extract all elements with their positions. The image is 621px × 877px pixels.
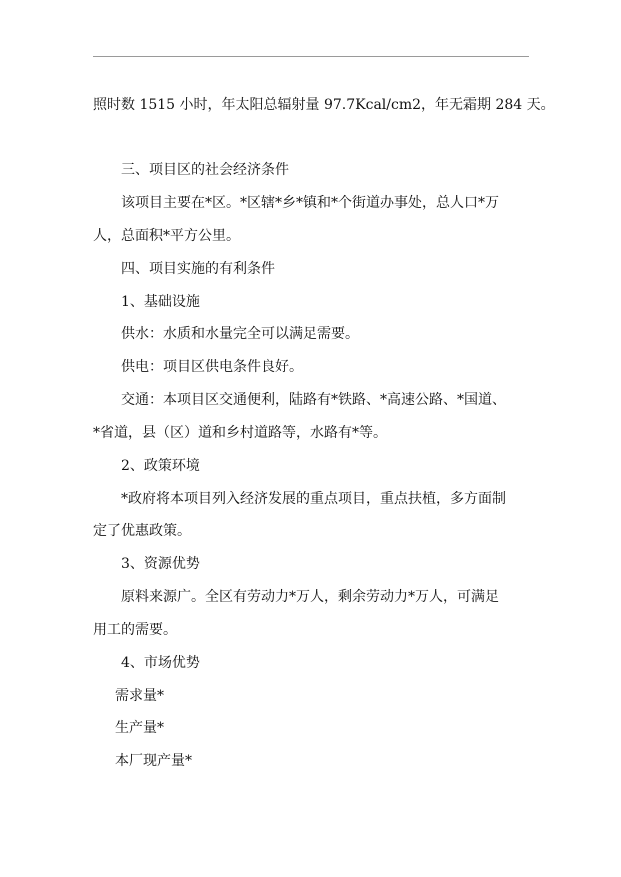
text-line-policies: 定了优惠政策。 (93, 523, 191, 539)
text-line-sunshine: 照时数 1515 小时，年太阳总辐射量 97.7Kcal/cm2，年无霜期 284 天。 (93, 97, 555, 113)
subheading-resources: 3、资源优势 (121, 556, 200, 572)
subheading-market: 4、市场优势 (121, 655, 200, 671)
text-line-demand: 需求量* (115, 688, 164, 704)
section-heading-favorable: 四、项目实施的有利条件 (121, 261, 275, 277)
header-rule (93, 56, 529, 57)
text-line-location: 该项目主要在*区。*区辖*乡*镇和*个街道办事处，总人口*万 (121, 195, 499, 211)
subheading-infrastructure: 1、基础设施 (121, 294, 200, 310)
text-line-power: 供电：项目区供电条件良好。 (121, 359, 303, 375)
text-line-labor: 原料来源广。全区有劳动力*万人，剩余劳动力*万人，可满足 (121, 589, 499, 605)
text-line-labor-need: 用工的需要。 (93, 622, 177, 638)
section-heading-socioeconomic: 三、项目区的社会经济条件 (121, 162, 289, 178)
text-line-government: *政府将本项目列入经济发展的重点项目，重点扶植，多方面制 (121, 491, 506, 507)
text-line-transport: 交通：本项目区交通便利，陆路有*铁路、*高速公路、*国道、 (121, 392, 506, 408)
subheading-policy: 2、政策环境 (121, 458, 200, 474)
text-line-production: 生产量* (115, 720, 164, 736)
text-line-water: 供水：水质和水量完全可以满足需要。 (121, 326, 359, 342)
text-line-roads: *省道，县（区）道和乡村道路等，水路有*等。 (93, 425, 387, 441)
text-line-area: 人，总面积*平方公里。 (93, 228, 240, 244)
text-line-factory-output: 本厂现产量* (115, 753, 192, 769)
